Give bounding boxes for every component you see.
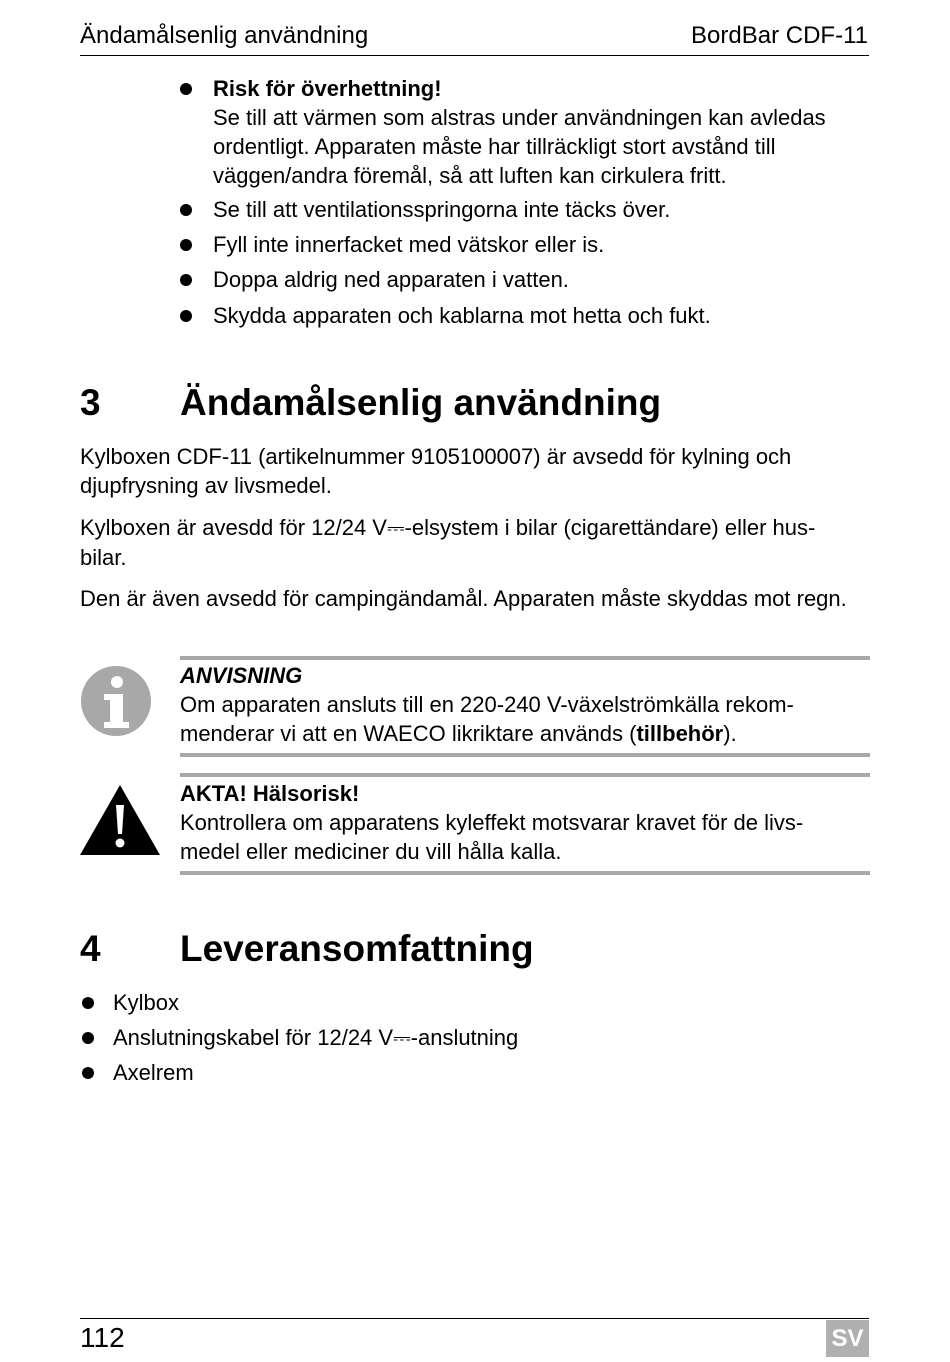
bullet-text: Se till att värmen som alstras under användningen kan avledas ordentligt. Apparaten måste har tillräckligt stort avstånd till väggen/andra föremål, så att luften kan cirkulera fritt. xyxy=(213,105,826,188)
dc-symbol: ⎓ xyxy=(386,516,405,541)
list-item xyxy=(80,1058,194,1087)
warning-text-line: medel eller mediciner du vill hålla kalla. xyxy=(180,839,562,864)
paragraph-text: Kylboxen är avesdd för 12/24 V xyxy=(80,515,387,540)
list-item-text-part: Anslutningskabel för 12/24 V xyxy=(113,1025,394,1050)
bullet-text: Doppa aldrig ned apparaten i vatten. xyxy=(213,267,569,292)
note-text-line: menderar vi att en WAECO likriktare används ( xyxy=(180,721,637,746)
note-text-line: Om apparaten ansluts till en 220-240 V-växelströmkälla rekom- xyxy=(180,692,794,717)
bullet-title: Risk för överhettning! xyxy=(213,76,442,101)
bullet-item xyxy=(180,195,870,224)
section-number: 4 xyxy=(80,928,101,969)
note-top-rule xyxy=(180,656,870,660)
bullet-dot xyxy=(82,1032,94,1044)
note-bottom-rule xyxy=(180,753,870,757)
bullet-text: Skydda apparaten och kablarna mot hetta och fukt. xyxy=(213,303,711,328)
warning-title: AKTA! Hälsorisk! xyxy=(180,781,360,806)
section-title: Ändamålsenlig användning xyxy=(180,382,662,423)
bullet-dot xyxy=(180,204,192,216)
warning-bottom-rule xyxy=(180,871,870,875)
warning-text-line: Kontrollera om apparatens kyleffekt motsvarar kravet för de livs- xyxy=(180,810,804,835)
paragraph: Den är även avsedd för campingändamål. Apparaten måste skyddas mot regn. xyxy=(80,586,847,611)
bullet-item xyxy=(180,230,870,259)
footer-divider xyxy=(80,1318,869,1319)
paragraph: Kylboxen CDF-11 (artikelnummer 9105100007) är avsedd för kylning och djupfrysning av livsmedel. xyxy=(80,444,792,498)
bullet-item xyxy=(180,301,870,330)
note-text-line: ). xyxy=(723,721,737,746)
bullet-dot xyxy=(82,997,94,1009)
paragraph xyxy=(80,513,870,572)
list-item-text: Kylbox xyxy=(113,990,180,1015)
list-item-text xyxy=(113,1023,518,1053)
note-text-bold: tillbehör xyxy=(636,721,724,746)
note-text xyxy=(180,690,870,748)
list-item xyxy=(80,988,179,1017)
language-tab: SV xyxy=(826,1320,869,1357)
running-header-section: Ändamålsenlig användning xyxy=(80,22,369,49)
bullet-text: Fyll inte innerfacket med vätskor eller is. xyxy=(213,232,605,257)
list-item-text: Axelrem xyxy=(113,1060,194,1085)
bullet-dot xyxy=(180,310,192,322)
section-number: 3 xyxy=(80,382,101,423)
bullet-dot xyxy=(180,274,192,286)
note-title: ANVISNING xyxy=(180,663,303,688)
info-icon xyxy=(80,665,152,737)
list-item-text-part: -anslutning xyxy=(410,1025,519,1050)
running-header-product: BordBar CDF-11 xyxy=(691,22,868,49)
page-number: 112 xyxy=(80,1322,125,1353)
warning-triangle-icon xyxy=(79,784,161,856)
dc-symbol: ⎓ xyxy=(393,1026,411,1051)
list-item xyxy=(80,1023,518,1053)
bullet-dot xyxy=(82,1067,94,1079)
paragraph-text: bilar. xyxy=(80,545,127,570)
warning-top-rule xyxy=(180,773,870,777)
warning-text xyxy=(180,808,870,866)
header-divider xyxy=(80,55,869,56)
paragraph-text: -elsystem i bilar (cigarettändare) eller hus- xyxy=(404,515,816,540)
bullet-text: Se till att ventilationsspringorna inte täcks över. xyxy=(213,197,671,222)
bullet-item xyxy=(180,74,870,190)
bullet-dot xyxy=(180,83,192,95)
bullet-item xyxy=(180,265,870,294)
section-title: Leveransomfattning xyxy=(180,928,534,969)
bullet-dot xyxy=(180,239,192,251)
